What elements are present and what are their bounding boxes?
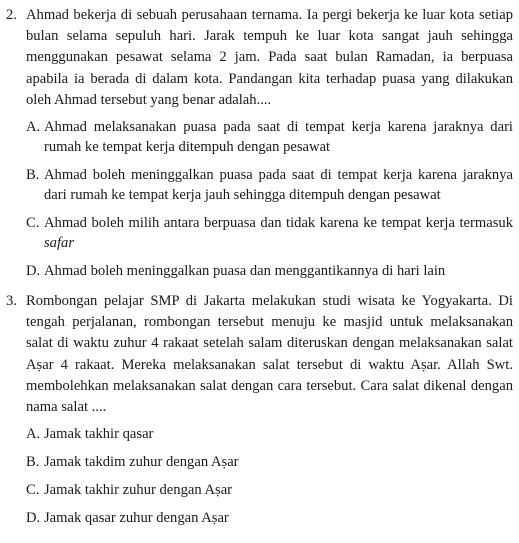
answer-option-c[interactable]: [26, 480, 513, 500]
answer-options: [26, 424, 513, 528]
option-letter: B.: [26, 167, 40, 184]
question-number: 3.: [6, 293, 17, 310]
answer-options: [26, 117, 513, 281]
option-letter: A.: [26, 119, 41, 136]
option-letter: D.: [26, 510, 41, 527]
question-body: [26, 291, 513, 536]
question-text: Ahmad bekerja di sebuah perusahaan ternama. Ia pergi bekerja ke luar kota setiap bulan selama sepuluh hari. Jarak tempuh ke luar kota sangat jauh sehingga menggunakan pesawat selama 2 jam. Pada saat bulan Ramadan, ia berpuasa apabila ia berada di dalam kota. Pandangan kita terhadap puasa yang dilakukan oleh Ahmad tersebut yang benar adalah....: [26, 7, 513, 108]
option-text: [44, 213, 513, 253]
answer-option-a[interactable]: [26, 424, 513, 444]
question-3: [6, 291, 513, 536]
option-text-main: Ahmad boleh milih antara berpuasa dan tidak karena ke tempat kerja termasuk: [44, 215, 513, 232]
option-text: Jamak takdim zuhur dengan Aṣar: [44, 454, 239, 471]
option-text: Jamak qasar zuhur dengan Aṣar: [44, 510, 229, 527]
option-text-italic-term: safar: [44, 235, 75, 252]
question-text: Rombongan pelajar SMP di Jakarta melakukan studi wisata ke Yogyakarta. Di tengah perjalanan, rombongan tersebut menuju ke masjid untuk melaksanakan salat di waktu zuhur 4 rakaat setelah salam diteruskan dengan melaksanakan salat Aṣar 4 rakaat. Mereka melaksanakan salat tersebut di waktu Aṣar. Allah Swt. membolehkan melaksanakan salat dengan cara tersebut. Cara salat dikenal dengan nama salat ....: [26, 293, 513, 416]
question-2: [6, 5, 513, 289]
option-letter: D.: [26, 263, 41, 280]
question-number: 2.: [6, 7, 17, 23]
option-text: Ahmad boleh meninggalkan puasa pada saat di tempat kerja karena jaraknya dari rumah ke tempat kerja jauh sehingga ditempuh dengan pesawat: [44, 167, 513, 204]
option-text: Jamak takhir zuhur dengan Aṣar: [44, 482, 233, 499]
answer-option-c[interactable]: [26, 213, 513, 253]
answer-option-b[interactable]: [26, 165, 513, 205]
question-body: [26, 5, 513, 289]
option-letter: B.: [26, 454, 40, 471]
option-letter: C.: [26, 482, 40, 499]
answer-option-d[interactable]: [26, 508, 513, 528]
answer-option-d[interactable]: [26, 261, 513, 281]
option-text: Jamak takhir qasar: [44, 426, 154, 443]
option-letter: A.: [26, 426, 41, 443]
option-text: Ahmad boleh meninggalkan puasa dan menggantikannya di hari lain: [44, 263, 446, 280]
option-text: Ahmad melaksanakan puasa pada saat di tempat kerja karena jaraknya dari rumah ke tempat kerja ditempuh dengan pesawat: [44, 119, 513, 156]
option-letter: C.: [26, 215, 40, 232]
answer-option-a[interactable]: [26, 117, 513, 157]
answer-option-b[interactable]: [26, 452, 513, 472]
